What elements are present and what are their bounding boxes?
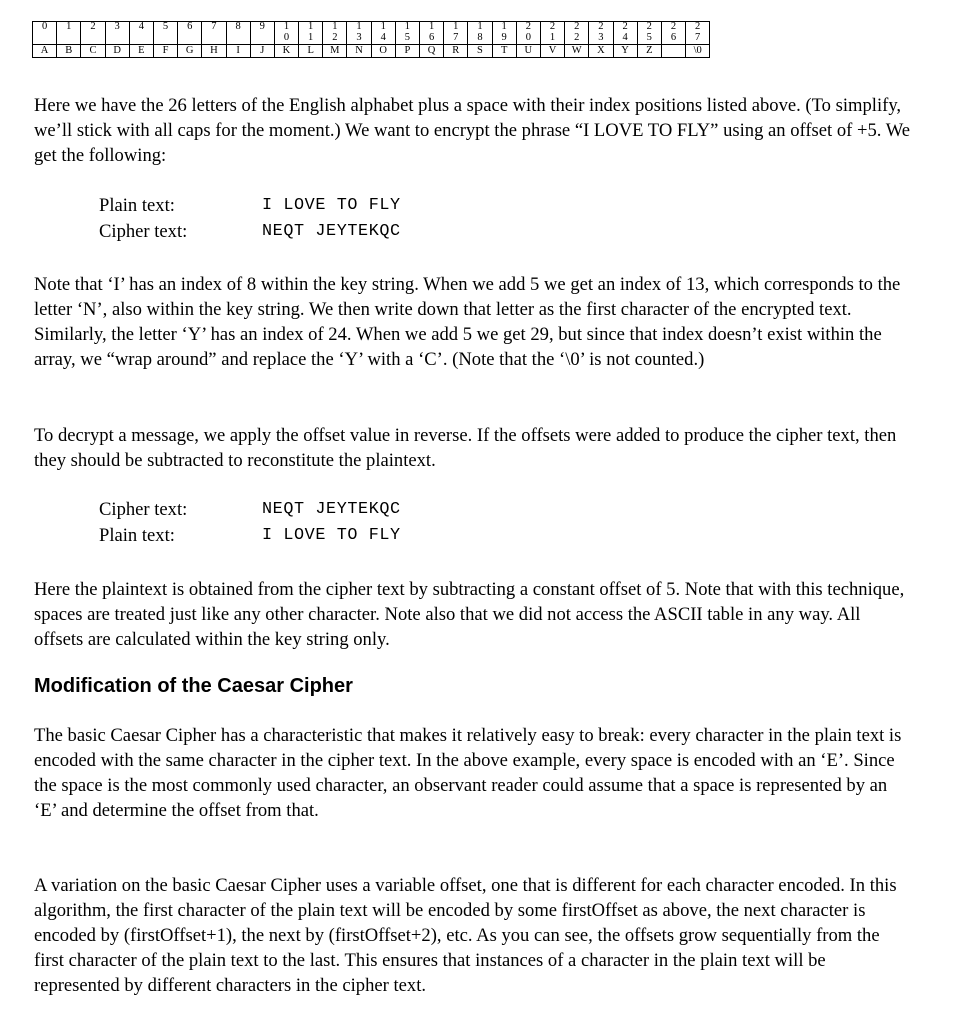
plain-text-value: I LOVE TO FLY [262,526,401,545]
index-cell [371,22,395,45]
index-digit: 6 [187,21,193,32]
letter-cell: W [565,45,589,58]
letter-cell: M [323,45,347,58]
index-cell [516,22,540,45]
index-cell [686,22,710,45]
decrypt-example [99,497,401,549]
index-digit: 4 [622,31,628,43]
index-cell [395,22,419,45]
letter-cell: Z [637,45,661,58]
index-digit: 0 [283,31,290,43]
letter-cell: D [105,45,129,58]
intro-paragraph: Here we have the 26 letters of the English alphabet plus a space with their index positions listed above. (To simplify, we’ll stick with all caps for the moment.) We want to encrypt the phrase “I LOVE TO FLY” using an offset of +5. We get the following: [34,95,911,166]
index-cell [250,22,274,45]
index-digit: 2 [549,21,556,32]
index-digit: 3 [598,31,604,43]
letter-cell: Q [420,45,444,58]
explanation-paragraph: Note that ‘I’ has an index of 8 within the key string. When we add 5 we get an index of 13, which corresponds to the letter ‘N’, also within the key string. We then write down that letter as the first character of the encrypted text. Similarly, the letter ‘Y’ has an index of 24. When we add 5 we get 29, but since that index doesn’t exist within the array, we “wrap around” and replace the ‘Y’ with a ‘C’. (Note that the ‘\0’ is not counted.) [34,274,901,370]
index-cell [299,22,323,45]
index-digit: 1 [404,21,411,32]
index-digit: 4 [380,31,386,43]
index-cell [274,22,298,45]
letter-cell: K [274,45,298,58]
index-digit: 2 [670,21,677,32]
plaintext-paragraph: Here the plaintext is obtained from the cipher text by subtracting a constant offset of 5. Note that with this technique, spaces are treated just like any other character. Note also that we did not access the ASCII table in any way. All offsets are calculated within the key string only. [34,579,905,650]
index-cell [178,22,202,45]
index-digit: 2 [695,21,701,32]
plain-text-label: Plain text: [99,525,175,546]
index-cell [202,22,226,45]
cipher-text-label: Cipher text: [99,221,188,242]
index-cell [81,22,105,45]
index-cell [347,22,371,45]
index-digit: 9 [259,21,265,32]
index-digit: 8 [235,21,241,32]
index-cell [565,22,589,45]
index-cell [613,22,637,45]
index-digit: 2 [622,21,628,32]
index-digit: 2 [574,31,580,43]
decrypt-paragraph: To decrypt a message, we apply the offset value in reverse. If the offsets were added to produce the cipher text, then they should be subtracted to reconstitute the plaintext. [34,425,897,471]
index-digit: 2 [646,21,652,32]
plain-text-value: I LOVE TO FLY [262,196,401,215]
index-digit: 1 [428,21,435,32]
index-cell [444,22,468,45]
letter-cell: E [129,45,153,58]
letter-row [33,45,710,58]
index-digit: 5 [404,31,411,43]
index-cell [153,22,177,45]
index-cell [226,22,250,45]
index-digit: 0 [41,21,48,32]
plain-text-label: Plain text: [99,195,175,216]
index-cell [33,22,57,45]
index-digit: 9 [501,31,507,43]
letter-cell: R [444,45,468,58]
cipher-text-value: NEQT JEYTEKQC [262,500,401,519]
index-cell [540,22,564,45]
letter-cell: \0 [686,45,710,58]
letter-cell: N [347,45,371,58]
index-table [32,21,710,58]
index-cell [57,22,81,45]
index-cell [661,22,685,45]
letter-cell: U [516,45,540,58]
letter-cell: J [250,45,274,58]
index-digit: 1 [332,21,338,32]
letter-cell: P [395,45,419,58]
index-digit: 1 [356,21,362,32]
cipher-text-value: NEQT JEYTEKQC [262,222,401,241]
section-heading: Modification of the Caesar Cipher [34,675,353,697]
index-digit: 4 [138,21,144,32]
index-digit: 7 [211,21,217,32]
index-digit: 1 [453,21,459,32]
index-cell [420,22,444,45]
index-digit: 1 [380,21,386,32]
index-digit: 2 [525,21,531,32]
variation-paragraph: A variation on the basic Caesar Cipher uses a variable offset, one that is different for each character encoded. In this algorithm, the first character of the plain text will be encoded by some firstOffset as above, the next character is encoded by (firstOffset+1), the next by (firstOffset+2), etc. As you can see, the offsets grow sequentially from the first character of the plain text to the last. This ensures that instances of a character in the plain text will be represented by different characters in the cipher text. [34,875,897,996]
letter-cell: X [589,45,613,58]
weakness-paragraph: The basic Caesar Cipher has a characteristic that makes it relatively easy to break: every character in the plain text is encoded with the same character in the cipher text. In the above example, every space is encoded with an ‘E’. Since the space is the most commonly used character, an observant reader could assume that a space is represented by an ‘E’ and determine the offset from that. [34,725,902,821]
index-digit: 1 [308,21,314,32]
letter-cell: G [178,45,202,58]
index-digit: 3 [356,31,362,43]
letter-cell: S [468,45,492,58]
index-cell [492,22,516,45]
index-digit: 7 [453,31,459,43]
cipher-text-label: Cipher text: [99,499,188,520]
letter-cell: T [492,45,516,58]
index-cell [589,22,613,45]
index-cell [637,22,661,45]
index-digit: 2 [598,21,604,32]
letter-cell: I [226,45,250,58]
letter-cell [661,45,685,58]
index-digit: 1 [308,31,314,43]
index-digit: 3 [114,21,120,32]
letter-cell: F [153,45,177,58]
index-digit: 6 [670,31,677,43]
letter-cell: V [540,45,564,58]
index-digit: 2 [90,21,96,32]
index-digit: 8 [477,31,483,43]
index-digit: 1 [477,21,483,32]
index-cell [468,22,492,45]
index-digit: 6 [428,31,435,43]
index-cell [105,22,129,45]
index-digit: 1 [66,21,72,32]
index-digit: 0 [525,31,531,43]
index-digit: 7 [695,31,701,43]
index-digit: 1 [549,31,556,43]
index-digit: 5 [162,21,169,32]
letter-cell: H [202,45,226,58]
index-cell [129,22,153,45]
index-digit: 1 [283,21,290,32]
letter-cell: O [371,45,395,58]
letter-cell: C [81,45,105,58]
index-digit: 2 [574,21,580,32]
index-digit: 2 [332,31,338,43]
letter-cell: B [57,45,81,58]
letter-cell: Y [613,45,637,58]
letter-cell: A [33,45,57,58]
encrypt-example [99,193,401,245]
letter-cell: L [299,45,323,58]
index-cell [323,22,347,45]
index-row [33,22,710,45]
index-digit: 1 [501,21,507,32]
index-digit: 5 [646,31,652,43]
